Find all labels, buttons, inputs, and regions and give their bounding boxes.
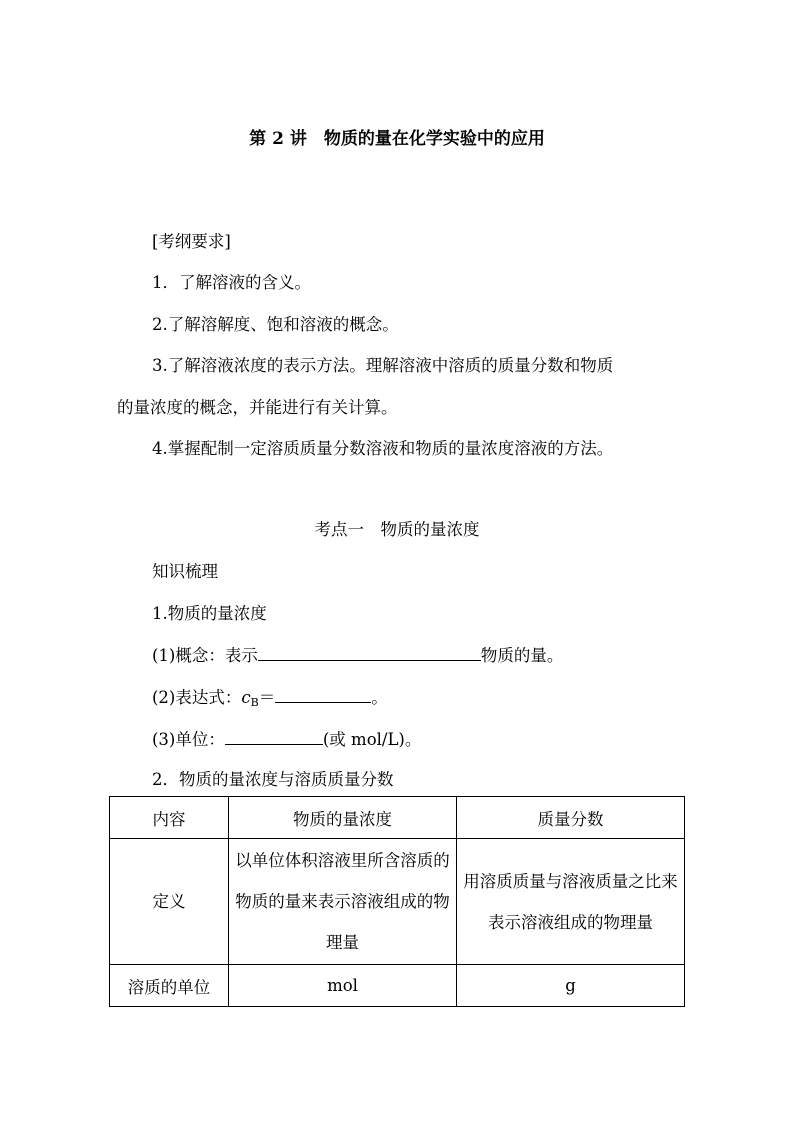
expression-equals: ＝ bbox=[258, 688, 276, 707]
point2-heading: 2．物质的量浓度与溶质质量分数 bbox=[152, 770, 394, 789]
table-cell: 用溶质质量与溶液质量之比来表示溶液组成的物理量 bbox=[457, 839, 685, 965]
outline-item-3-cont: 的量浓度的概念，并能进行有关计算。 bbox=[117, 398, 398, 417]
outline-item-3: 3.了解溶液浓度的表示方法。理解溶液中溶质的质量分数和物质 bbox=[152, 356, 614, 375]
point1-heading: 1.物质的量浓度 bbox=[152, 604, 267, 623]
table-cell: mol bbox=[229, 965, 457, 1007]
table-cell: 以单位体积溶液里所含溶质的物质的量来表示溶液组成的物理量 bbox=[229, 839, 457, 965]
expression-prefix: (2)表达式： bbox=[152, 688, 242, 707]
unit-suffix: (或 mol/L)。 bbox=[322, 730, 422, 749]
outline-item-4: 4.掌握配制一定溶质质量分数溶液和物质的量浓度溶液的方法。 bbox=[152, 439, 614, 458]
expression-line bbox=[152, 684, 388, 709]
table-header-cell: 质量分数 bbox=[457, 797, 685, 839]
unit-blank bbox=[225, 730, 323, 745]
lesson-title: 第 2 讲 物质的量在化学实验中的应用 bbox=[249, 129, 545, 149]
table-row bbox=[110, 965, 685, 1007]
comparison-table bbox=[109, 796, 685, 1007]
outline-item-1: 1．了解溶液的含义。 bbox=[152, 273, 311, 292]
concept-suffix: 物质的量。 bbox=[480, 646, 564, 665]
expression-variable: c bbox=[241, 688, 251, 707]
unit-prefix: (3)单位： bbox=[152, 730, 225, 749]
table-cell: 溶质的单位 bbox=[110, 965, 229, 1007]
concept-blank bbox=[258, 646, 481, 661]
unit-line bbox=[152, 726, 421, 750]
outline-heading: [考纲要求] bbox=[152, 232, 231, 251]
section-title: 考点一 物质的量浓度 bbox=[314, 520, 480, 539]
concept-prefix: (1)概念：表示 bbox=[152, 646, 258, 665]
table-header-cell: 物质的量浓度 bbox=[229, 797, 457, 839]
concept-line bbox=[152, 642, 563, 666]
expression-subscript: B bbox=[250, 696, 259, 709]
table-row bbox=[110, 839, 685, 965]
expression-blank bbox=[275, 688, 371, 703]
table-header-row bbox=[110, 797, 685, 839]
outline-item-2: 2.了解溶解度、饱和溶液的概念。 bbox=[152, 315, 399, 334]
table-header-cell: 内容 bbox=[110, 797, 229, 839]
section-subtitle: 知识梳理 bbox=[152, 562, 218, 581]
table-cell: g bbox=[457, 965, 685, 1007]
table-cell: 定义 bbox=[110, 839, 229, 965]
expression-suffix: 。 bbox=[371, 688, 388, 707]
